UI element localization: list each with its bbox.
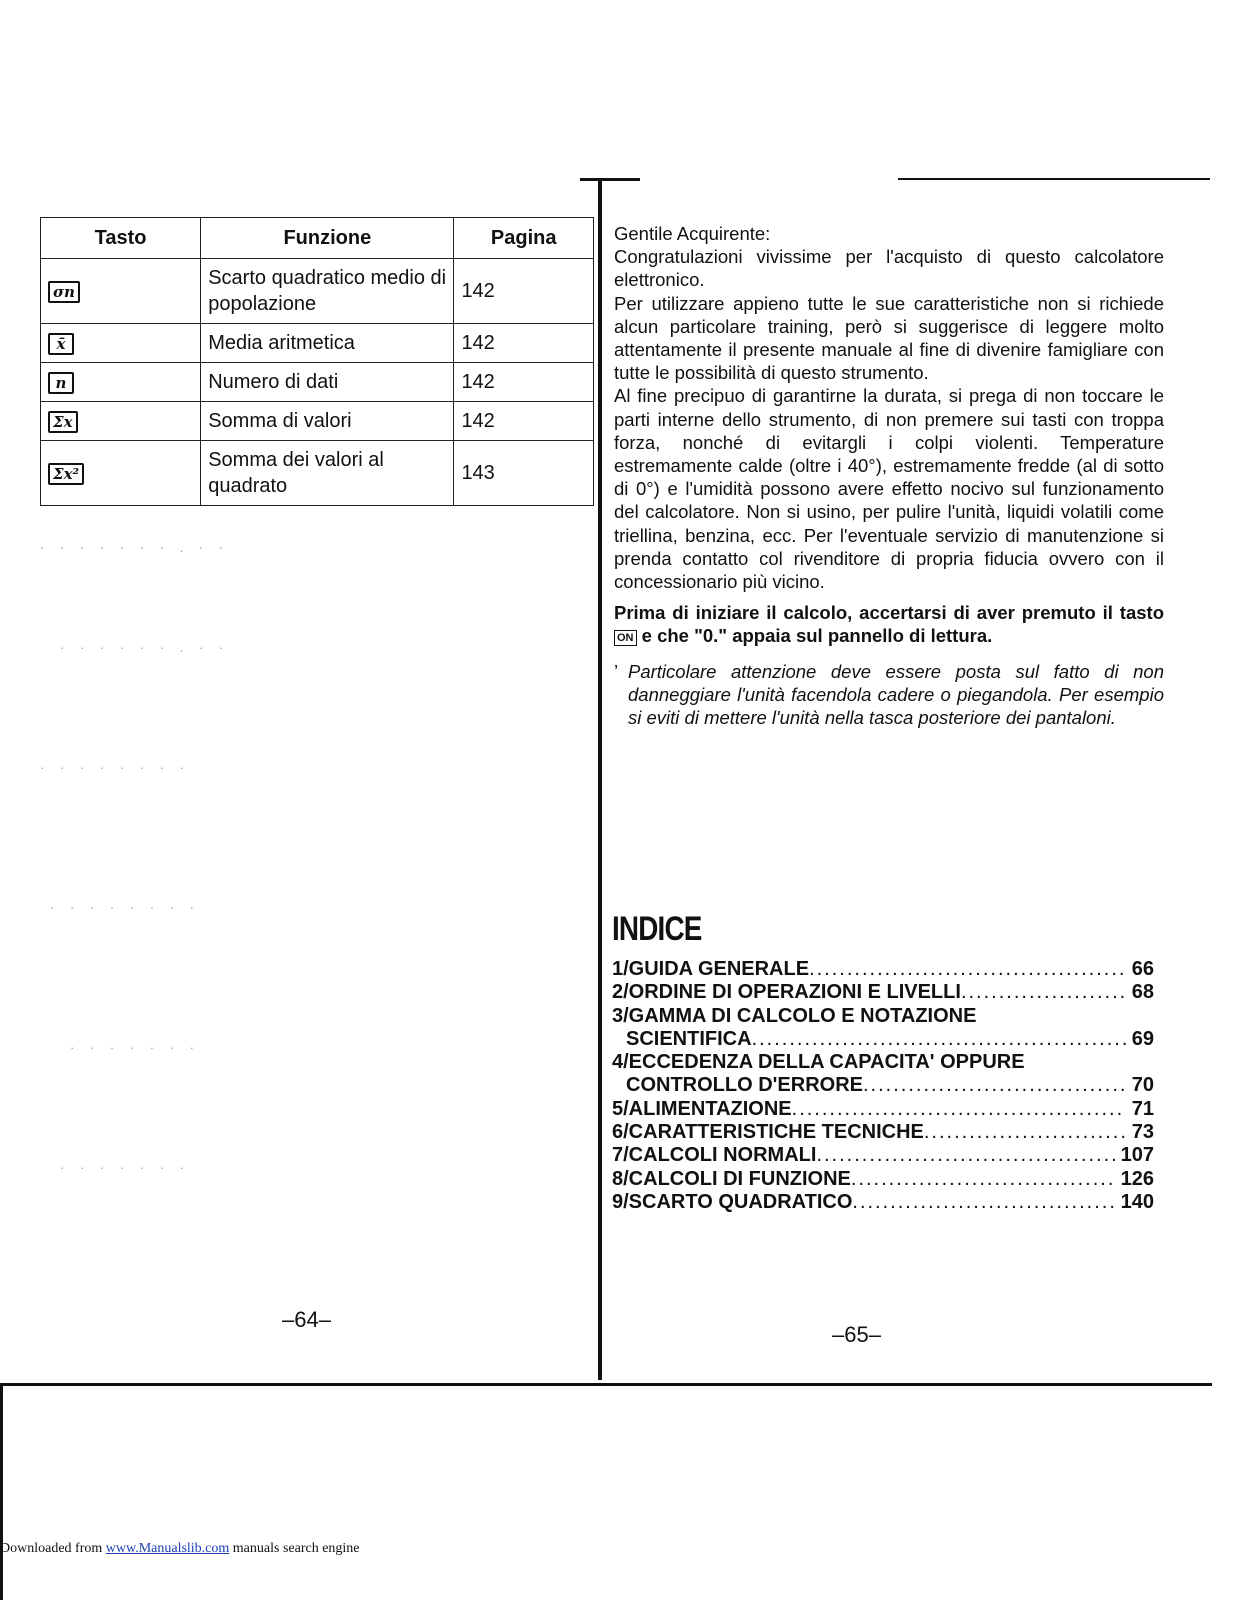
key-function-table (40, 217, 594, 506)
scan-noise: · · · · · · · · (40, 760, 190, 775)
sum-x-key-icon: Σx (48, 411, 78, 433)
table-row (41, 363, 594, 402)
table-cell-page: 142 (454, 402, 594, 441)
toc-entry: 9/SCARTO QUADRATICO ..... 140 (612, 1191, 1154, 1214)
download-footer (0, 1541, 360, 1557)
left-page-number: –64– (282, 1307, 331, 1332)
note-mark: ’ (614, 660, 619, 682)
left-bottom-edge (0, 1383, 3, 1600)
table-of-contents (612, 958, 1154, 1214)
right-page-number: –65– (832, 1322, 881, 1347)
toc-entry: 7/CALCOLI NORMALI ..... 107 (612, 1144, 1154, 1167)
table-row (41, 259, 594, 324)
bottom-rule (0, 1383, 1212, 1386)
scan-noise: · · · · · · · (60, 1160, 190, 1175)
intro-paragraph-3: Al fine precipuo di garantirne la durata, si prega di non toccare le parti interne dello strumento, di non premere sui tasti con troppa forza, nonché di evitargli i colpi violenti. Temperature estremamente calde (oltre i 40°), estremamente fredde (al di sotto di 0°) e l'umidità possono avere effetto nocivo sul funzionamento del calcolatore. Non si usino, per pulire l'unità, liquidi volatili come triellina, benzina, ecc. Per l'eventuale servizio di manutenzione si prenda contatto col rivenditore di propria fiducia ovvero con il concessionario più vicino. (614, 385, 1164, 593)
greeting: Gentile Acquirente: (614, 223, 771, 244)
table-cell-function: Somma di valori (201, 402, 454, 441)
intro-text (614, 222, 1164, 729)
toc-entry: SCIENTIFICA ..... 69 (612, 1028, 1154, 1051)
center-divider (598, 180, 602, 1380)
table-cell-function: Numero di dati (201, 363, 454, 402)
table-cell-function: Somma dei valori al quadrato (201, 441, 454, 506)
scan-noise: · · · · · · · (70, 1040, 200, 1055)
x-mean-key-icon: x̄ (48, 333, 74, 355)
table-cell-function: Scarto quadratico medio di popolazione (201, 259, 454, 324)
center-top-mark (580, 178, 640, 181)
header-funzione: Funzione (201, 218, 454, 259)
table-cell-page: 143 (454, 441, 594, 506)
table-row (41, 324, 594, 363)
table-cell-page: 142 (454, 363, 594, 402)
table-cell-page: 142 (454, 259, 594, 324)
intro-paragraph-4: Prima di iniziare il calcolo, accertarsi di aver premuto il tasto ON e che "0." appaia sul pannello di lettura. (614, 602, 1164, 647)
right-top-rule (898, 178, 1210, 180)
table-row (41, 402, 594, 441)
table-cell-function: Media aritmetica (201, 324, 454, 363)
table-row (41, 441, 594, 506)
manualslib-link[interactable]: www.Manualslib.com (105, 1541, 230, 1556)
sigma-n-key-icon: σn (48, 281, 80, 303)
footer-prefix: Downloaded from (0, 1541, 106, 1556)
table-cell-page: 142 (454, 324, 594, 363)
scan-noise: · · · · · · . · · (60, 640, 230, 655)
footer-suffix: manuals search engine (229, 1541, 360, 1556)
toc-entry: 2/ORDINE DI OPERAZIONI E LIVELLI ..... 68 (612, 981, 1154, 1004)
scan-noise: · · · · · · · · (50, 900, 200, 915)
sum-x-squared-key-icon: Σx² (48, 463, 84, 485)
intro-paragraph-2: Per utilizzare appieno tutte le sue caratteristiche non si richiede alcun particolare training, però si suggerisce di leggere molto attentamente il presente manuale al fine di divenire famigliare con tutte le possibilità di questo strumento. (614, 292, 1164, 384)
toc-entry: 6/CARATTERISTICHE TECNICHE ..... 73 (612, 1121, 1154, 1144)
table-header-row (41, 218, 594, 259)
intro-note: ’ Particolare attenzione deve essere posta sul fatto di non danneggiare l'unità facendola cadere o piegandola. Per esempio si eviti di mettere l'unità nella tasca posteriore dei pantaloni. (614, 660, 1164, 729)
toc-entry: 8/CALCOLI DI FUNZIONE ..... 126 (612, 1168, 1154, 1191)
header-tasto: Tasto (41, 218, 201, 259)
indice-title: INDICE (612, 910, 702, 948)
header-pagina: Pagina (454, 218, 594, 259)
toc-entry: CONTROLLO D'ERRORE ..... 70 (612, 1074, 1154, 1097)
toc-entry: 3/GAMMA DI CALCOLO E NOTAZIONE (612, 1004, 977, 1027)
n-key-icon: n (48, 372, 74, 394)
scan-noise: · · · · · · · . · · (40, 540, 230, 555)
toc-entry: 1/GUIDA GENERALE ..... 66 (612, 958, 1154, 981)
on-key-icon: ON (614, 630, 637, 646)
intro-paragraph-1: Congratulazioni vivissime per l'acquisto di questo calcolatore elettronico. (614, 246, 1164, 291)
toc-entry: 5/ALIMENTAZIONE ..... 71 (612, 1098, 1154, 1121)
toc-entry: 4/ECCEDENZA DELLA CAPACITA' OPPURE (612, 1051, 1025, 1074)
